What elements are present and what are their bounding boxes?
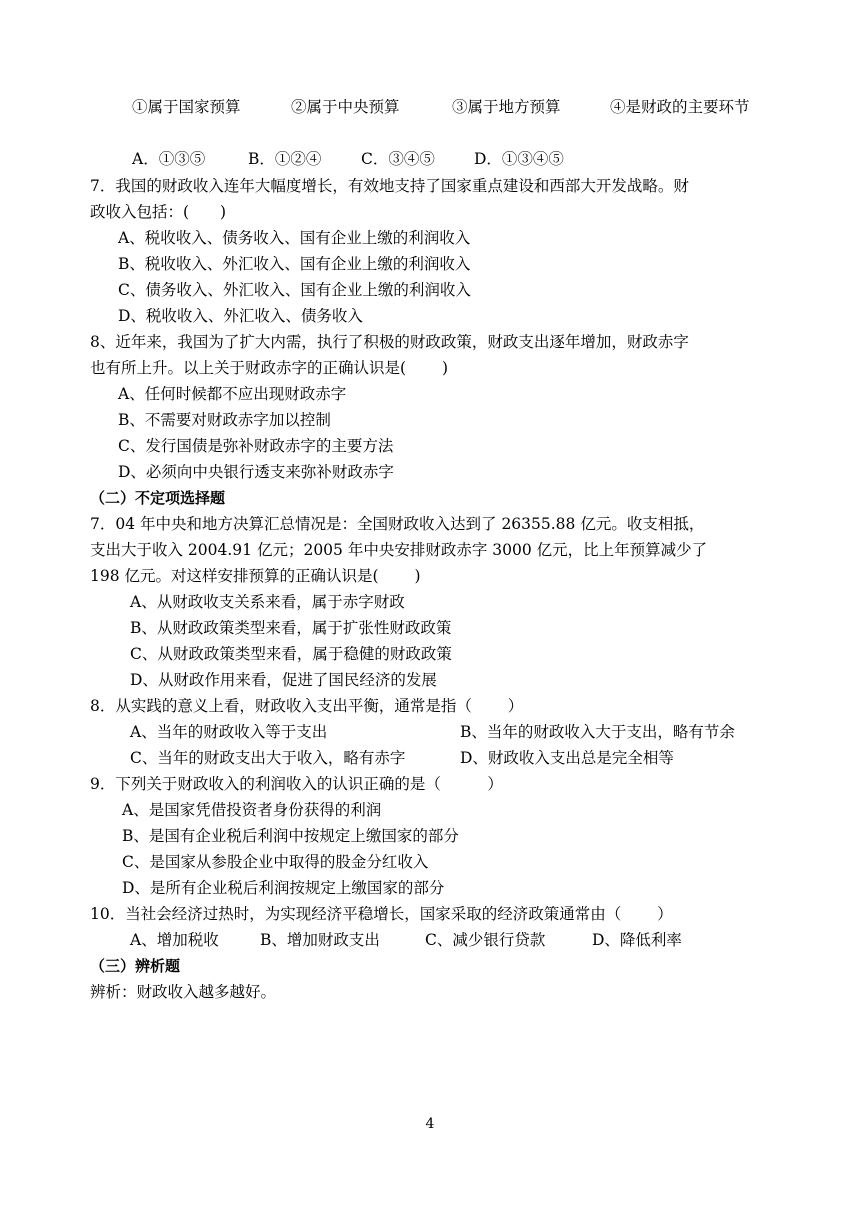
q7-stem-line-2: 政收入包括：( ) [90, 203, 227, 221]
s2-q8-option-b: B、当年的财政收入大于支出，略有节余 [460, 723, 735, 741]
q6-option-3: ③属于地方预算 [452, 98, 561, 116]
q8-stem-line-1: 8、近年来，我国为了扩大内需，执行了积极的财政政策，财政支出逐年增加，财政赤字 [90, 333, 689, 351]
q8-option-a: A、任何时候都不应出现财政赤字 [118, 385, 347, 403]
q6-choice-d: D．①③④⑤ [474, 150, 564, 168]
s2-q8-option-d: D、财政收入支出总是完全相等 [460, 749, 674, 767]
s2-q10-option-b: B、增加财政支出 [260, 931, 380, 949]
s2-q9-option-c: C、是国家从参股企业中取得的股金分红收入 [122, 853, 429, 871]
s2-q9-option-d: D、是所有企业税后利润按规定上缴国家的部分 [122, 879, 445, 897]
q6-option-1: ①属于国家预算 [132, 98, 241, 116]
q8-option-d: D、必须向中央银行透支来弥补财政赤字 [118, 463, 394, 481]
q6-choice-b: B．①②④ [248, 150, 322, 168]
s3-prompt: 辨析：财政收入越多越好。 [90, 983, 277, 1001]
section-3-heading: （三）辨析题 [90, 957, 181, 975]
q8-option-c: C、发行国债是弥补财政赤字的主要方法 [118, 437, 394, 455]
q7-option-a: A、税收收入、债务收入、国有企业上缴的利润收入 [118, 229, 471, 247]
s2-q8-option-a: A、当年的财政收入等于支出 [130, 723, 328, 741]
s2-q7-stem-line-2: 支出大于收入 2004.91 亿元；2005 年中央安排财政赤字 3000 亿元，比上年预算减少了 [90, 541, 708, 559]
q6-option-2: ②属于中央预算 [291, 98, 400, 116]
s2-q8-option-c: C、当年的财政支出大于收入，略有赤字 [130, 749, 406, 767]
s2-q9-option-a: A、是国家凭借投资者身份获得的利润 [122, 801, 382, 819]
s2-q9-stem: 9．下列关于财政收入的利润收入的认识正确的是（ ） [90, 775, 503, 793]
q6-choice-c: C．③④⑤ [361, 150, 435, 168]
q6-option-4: ④是财政的主要环节 [610, 98, 750, 116]
s2-q10-option-c: C、减少银行贷款 [425, 931, 546, 949]
page-number: 4 [425, 1116, 435, 1132]
s2-q10-option-d: D、降低利率 [592, 931, 682, 949]
q7-stem-line-1: 7．我国的财政收入连年大幅度增长，有效地支持了国家重点建设和西部大开发战略。财 [90, 177, 689, 195]
q8-stem-line-2: 也有所上升。以上关于财政赤字的正确认识是( ) [90, 359, 449, 377]
s2-q7-option-b: B、从财政政策类型来看，属于扩张性财政政策 [130, 619, 452, 637]
q7-option-c: C、债务收入、外汇收入、国有企业上缴的利润收入 [118, 281, 471, 299]
q8-option-b: B、不需要对财政赤字加以控制 [118, 411, 331, 429]
s2-q7-option-d: D、从财政作用来看，促进了国民经济的发展 [130, 671, 437, 689]
q7-option-b: B、税收收入、外汇收入、国有企业上缴的利润收入 [118, 255, 471, 273]
s2-q7-stem-line-3: 198 亿元。对这样安排预算的正确认识是( ) [90, 567, 421, 585]
s2-q9-option-b: B、是国有企业税后利润中按规定上缴国家的部分 [122, 827, 459, 845]
s2-q10-stem: 10．当社会经济过热时，为实现经济平稳增长，国家采取的经济政策通常由（ ） [90, 905, 673, 923]
s2-q10-option-a: A、增加税收 [130, 931, 219, 949]
s2-q7-option-c: C、从财政政策类型来看，属于稳健的财政政策 [130, 645, 452, 663]
section-2-heading: （二）不定项选择题 [90, 489, 226, 507]
s2-q7-stem-line-1: 7．04 年中央和地方决算汇总情况是：全国财政收入达到了 26355.88 亿元。收支相抵， [90, 515, 705, 533]
s2-q8-stem: 8．从实践的意义上看，财政收入支出平衡，通常是指（ ） [90, 697, 524, 715]
q7-option-d: D、税收收入、外汇收入、债务收入 [118, 307, 363, 325]
q6-choice-a: A．①③⑤ [132, 150, 206, 168]
s2-q7-option-a: A、从财政收支关系来看，属于赤字财政 [130, 593, 405, 611]
